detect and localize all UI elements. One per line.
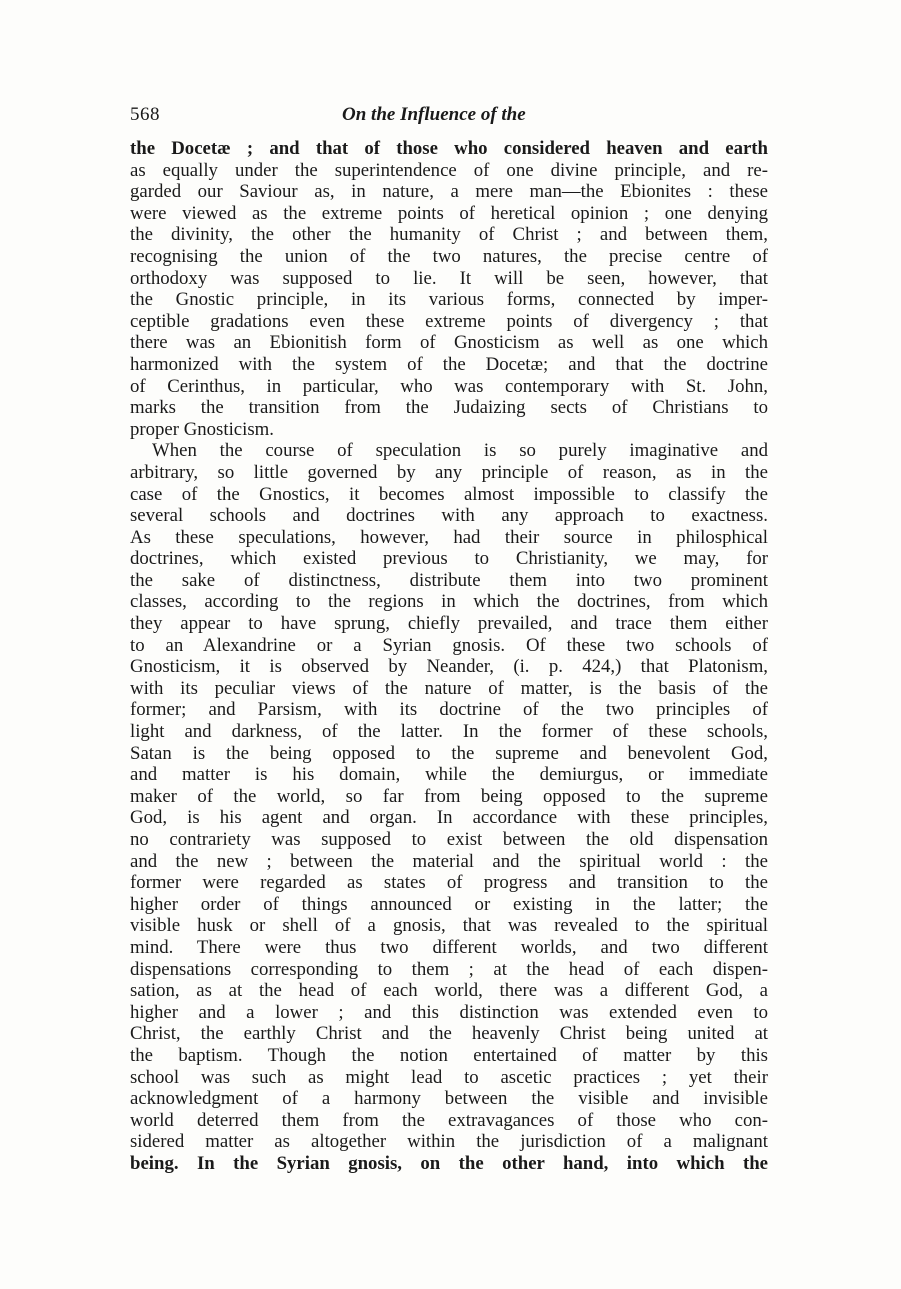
text-line: the divinity, the other the humanity of Christ ; and between them, [130, 224, 768, 246]
text-line: with its peculiar views of the nature of matter, is the basis of the [130, 677, 768, 699]
text-line: several schools and doctrines with any approach to exactness. [130, 505, 768, 527]
body-text [130, 138, 768, 1175]
text-line: there was an Ebionitish form of Gnosticism as well as one which [130, 332, 768, 354]
text-line: ceptible gradations even these extreme points of divergency ; that [130, 310, 768, 332]
text-line: the baptism. Though the notion entertained of matter by this [130, 1044, 768, 1066]
text-line: Gnosticism, it is observed by Neander, (i. p. 424,) that Platonism, [130, 656, 768, 678]
text-line: Satan is the being opposed to the supreme and benevolent God, [130, 742, 768, 764]
text-line: light and darkness, of the latter. In the former of these schools, [130, 721, 768, 743]
text-line: world deterred them from the extravagances of those who con- [130, 1109, 768, 1131]
text-line: Christ, the earthly Christ and the heavenly Christ being united at [130, 1023, 768, 1045]
text-line: higher and a lower ; and this distinction was extended even to [130, 1001, 768, 1023]
text-line: classes, according to the regions in which the doctrines, from which [130, 591, 768, 613]
text-line: As these speculations, however, had their source in philosphical [130, 526, 768, 548]
text-line: proper Gnosticism. [130, 418, 274, 440]
text-line: former were regarded as states of progress and transition to the [130, 872, 768, 894]
text-line: of Cerinthus, in particular, who was contemporary with St. John, [130, 375, 768, 397]
text-line: sation, as at the head of each world, there was a different God, a [130, 980, 768, 1002]
text-line: former; and Parsism, with its doctrine of the two principles of [130, 699, 768, 721]
text-line: doctrines, which existed previous to Christianity, we may, for [130, 548, 768, 570]
text-line: orthodoxy was supposed to lie. It will be seen, however, that [130, 267, 768, 289]
text-line: dispensations corresponding to them ; at the head of each dispen- [130, 958, 768, 980]
text-line: were viewed as the extreme points of heretical opinion ; one denying [130, 202, 768, 224]
text-line: recognising the union of the two natures, the precise centre of [130, 245, 768, 267]
text-line: higher order of things announced or existing in the latter; the [130, 893, 768, 915]
text-line: and matter is his domain, while the demiurgus, or immediate [130, 764, 768, 786]
text-line: being. In the Syrian gnosis, on the other hand, into which the [130, 1152, 768, 1174]
text-line: garded our Saviour as, in nature, a mere man—the Ebionites : these [130, 181, 768, 203]
text-line: no contrariety was supposed to exist between the old dispensation [130, 829, 768, 850]
text-line: to an Alexandrine or a Syrian gnosis. Of these two schools of [130, 634, 768, 656]
text-line: sidered matter as altogether within the jurisdiction of a malignant [130, 1131, 768, 1153]
text-line: acknowledgment of a harmony between the visible and invisible [130, 1088, 768, 1110]
text-line: God, is his agent and organ. In accordance with these principles, [130, 807, 768, 829]
text-line: visible husk or shell of a gnosis, that was revealed to the spiritual [130, 915, 768, 937]
text-line: case of the Gnostics, it becomes almost impossible to classify the [130, 483, 768, 505]
text-line: marks the transition from the Judaizing sects of Christians to [130, 397, 768, 419]
text-line: the Docetæ ; and that of those who considered heaven and earth [130, 138, 768, 159]
text-line: as equally under the superintendence of one divine principle, and re- [130, 159, 768, 181]
text-line: mind. There were thus two different worlds, and two different [130, 936, 768, 958]
text-line: they appear to have sprung, chiefly prevailed, and trace them either [130, 613, 768, 635]
page-number: 568 [130, 104, 160, 125]
running-title: On the Influence of the [342, 104, 526, 125]
text-line: When the course of speculation is so purely imaginative and [152, 440, 768, 462]
text-line: and the new ; between the material and the spiritual world : the [130, 850, 768, 872]
text-line: maker of the world, so far from being opposed to the supreme [130, 785, 768, 807]
text-line: harmonized with the system of the Docetæ; and that the doctrine [130, 353, 768, 375]
text-line: the Gnostic principle, in its various forms, connected by imper- [130, 289, 768, 311]
text-line: arbitrary, so little governed by any principle of reason, as in the [130, 461, 768, 483]
text-line: the sake of distinctness, distribute them into two prominent [130, 569, 768, 591]
running-head [130, 104, 770, 134]
text-line: school was such as might lead to ascetic practices ; yet their [130, 1066, 768, 1088]
